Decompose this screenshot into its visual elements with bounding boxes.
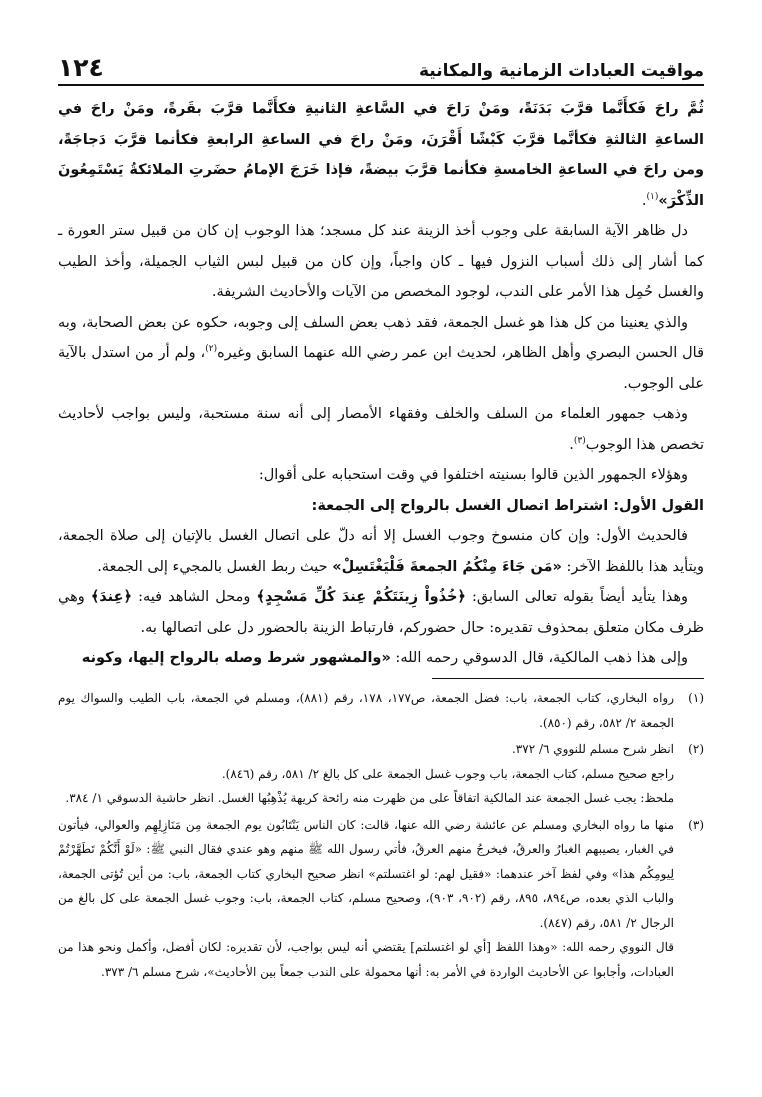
paragraph <box>58 308 704 400</box>
footnote-separator <box>432 678 704 679</box>
footnote-text: ملحظ: يجب غسل الجمعة عند المالكية اتفاقاً على من ظهرت منه رائحة كريهة يُذْهِبُها الغسل. انظر حاشية الدسوقي ١/ ٣٨٤. <box>65 791 674 805</box>
footnote-text: راجع صحيح مسلم، كتاب الجمعة، باب وجوب غسل الجمعة على كل بالغ ٢/ ٥٨١، رقم (٨٤٦). <box>221 766 674 781</box>
paragraph-text: حيث ربط الغسل بالمجيء إلى الجمعة. <box>97 558 333 575</box>
footnote <box>58 737 704 811</box>
paragraph-text: وهذا يتأيد أيضاً بقوله تعالى السابق: <box>465 589 689 605</box>
footnote-number: (٢) <box>688 742 704 756</box>
paragraph <box>58 643 704 674</box>
footnote-number: (١) <box>688 691 704 705</box>
paragraph-text: وإلى هذا ذهب المالكية، قال الدسوقي رحمه الله: <box>390 650 688 666</box>
footnote-text: انظر شرح مسلم للنووي ٦/ ٣٧٢. <box>511 742 674 756</box>
footnote-text: رواه البخاري، كتاب الجمعة، باب: فضل الجمعة، ص١٧٧، ١٧٨، رقم (٨٨١)، ومسلم في الجمعة، باب الطيب والسواك يوم الجمعة ٢/ ٥٨٢، رقم (٨٥٠). <box>58 691 675 730</box>
paragraph <box>58 399 704 460</box>
hadith-quote: «مَن جَاءَ مِنْكُمُ الجمعةَ فَلْيَغْتَسِلْ» <box>332 558 562 575</box>
paragraph-text: فالحديث الأول: وإن كان منسوخ وجوب الغسل إلا أنه دلّ على اتصال الغسل بالإتيان إلى صلاة الجمعة، ويتأيد هذا باللفظ الآخر: <box>58 528 704 575</box>
hadith-paragraph: ثُمَّ راحَ فَكأَنَّما قرَّبَ بَدَنَةً، ومَنْ رَاحَ في السَّاعةِ الثانيةِ فكأَنَّما قرَّبَ بقَرةً، ومَنْ راحَ في الساعةِ الثالثةِ فكأنَّما قرَّبَ كَبْشًا أَقْرَنَ، ومَنْ راحَ في الساعةِ الرابعةِ فكأنما قرَّبَ دَجاجَةً، ومن راحَ في الساعةِ الخامسةِ فكأنما قرَّبَ بيضةً، فإذا خَرَجَ الإمامُ حضَرتِ الملائكةُ يَسْتَمِعُونَ الذِّكْرَ»$^{(١)}$. <box>58 101 704 209</box>
footnote-ref: (١) <box>646 191 659 202</box>
footnote <box>58 813 704 985</box>
footnote-text: قال النووي رحمه الله: «وهذا اللفظ [أي لو اغتسلتم] يقتضي أنه ليس بواجب، لأن تقديره: لكان أفضل، وأكمل ونحو هذا من العبادات، وأجابوا عن الأحاديث الواردة في الأمر به: أنها محمولة على الندب جمعاً بين الأحاديث»، شرح مسلم ٦/ ٣٧٣. <box>58 940 674 979</box>
footnote-ref: (٢) <box>205 344 218 355</box>
page-number: ١٢٤ <box>58 53 104 82</box>
hadith-text: ثُمَّ راحَ فَكأَنَّما قرَّبَ بَدَنَةً، ومَنْ رَاحَ في السَّاعةِ الثانيةِ فكأَنَّما قرَّبَ بقَرةً، ومَنْ راحَ في الساعةِ الثالثةِ فكأنَّما قرَّبَ كَبْشًا أَقْرَنَ، ومَنْ راحَ في الساعةِ الرابعةِ فكأنما قرَّبَ دَجاجَةً، ومن راحَ في الساعةِ الخامسةِ فكأنما قرَّبَ بيضةً، فإذا خَرَجَ الإمامُ حضَرتِ الملائكةُ يَسْتَمِعُونَ الذِّكْرَ» <box>58 101 704 209</box>
quran-word: ﴿عِندَ﴾ <box>90 589 133 605</box>
paragraph-text: ، ولم أر من استدل بالآية على الوجوب. <box>58 345 704 392</box>
paragraph-text: ومحل الشاهد فيه: <box>132 589 257 605</box>
footnote-text: منها ما رواه البخاري ومسلم عن عائشة رضي الله عنها، قالت: كان الناس يَنْتَابُون يوم الجمعة مِن مَنَازِلِهِم والعوالي، فيأتون في الغبار، يصيبهم الغبارُ والعرقُ، فيخرجُ منهم العرقُ، فأتي رسول الله ﷺ منهم وهو عندي فقال النبي ﷺ: «لَوْ أَنَّكُمْ تَطَهَّرْتُمْ لِيومِكُم هذا» وفي لفظ آخر عندهما: «فقيل لهم: لو اغتسلتم» انظر صحيح البخاري كتاب الجمعة، باب: من أين تُؤتى الجمعة، والباب الذي بعده، ص٨٩٤، ٨٩٥، رقم (٩٠٢، ٩٠٣)، وصحيح مسلم، كتاب الجمعة، باب: وجوب غسل الجمعة على كل بالغ من الرجال ٢/ ٥٨١، رقم (٨٤٧). <box>58 817 675 930</box>
footnote-ref: (٣) <box>573 435 586 446</box>
footnote-body <box>58 737 674 811</box>
main-text <box>58 94 704 674</box>
running-title: مواقيت العبادات الزمانية والمكانية <box>419 61 704 81</box>
paragraph-text: وهي ظرف مكان متعلق بمحذوف تقديره: حال حضوركم، فارتباط الزينة بالحضور دل على اتصالها به. <box>58 589 704 636</box>
page-header <box>58 52 704 86</box>
paragraph: دل ظاهر الآية السابقة على وجوب أخذ الزينة عند كل مسجد؛ هذا الوجوب إن كان من قبيل ستر العورة ـ كما أشار إلى ذلك أسباب النزول فيها ـ كان واجباً، وإن كان من قبيل لبس الثياب الجميلة، وأخذ الطيب والغسل حُمِل هذا الأمر على الندب، لوجود المخصص من الآيات والأحاديث الشريفة. <box>58 223 704 300</box>
section-heading: القول الأول: اشتراط اتصال الغسل بالرواح إلى الجمعة: <box>311 497 704 514</box>
quote-text: «والمشهور شرط وصله بالرواح إليها، وكونه <box>81 650 391 666</box>
paragraph <box>58 521 704 582</box>
footnotes <box>58 684 704 984</box>
footnote-number: (٣) <box>688 817 704 832</box>
paragraph: وهؤلاء الجمهور الذين قالوا بسنيته اختلفوا في وقت استحبابه على أقوال: <box>258 467 688 483</box>
paragraph <box>58 582 704 643</box>
paragraph-text: . <box>569 436 574 453</box>
footnote-body <box>58 813 674 985</box>
paragraph-text: والذي يعنينا من كل هذا هو غسل الجمعة، فقد ذهب بعض السلف إلى وجوبه، حكوه عن بعض الصحابة، وبه قال الحسن البصري وأهل الظاهر، لحديث ابن عمر رضي الله عنهما السابق وغيره <box>58 314 704 361</box>
quran-verse: ﴿خُذُواْ زِينَتَكُمْ عِندَ كُلِّ مَسْجِدٍ﴾ <box>256 589 466 605</box>
footnote-body <box>58 686 674 735</box>
paragraph-text: وذهب جمهور العلماء من السلف والخلف وفقهاء الأمصار إلى أنه سنة مستحبة، وليس بواجب لأحاديث تخصص هذا الوجوب <box>58 406 704 453</box>
footnote <box>58 686 704 735</box>
